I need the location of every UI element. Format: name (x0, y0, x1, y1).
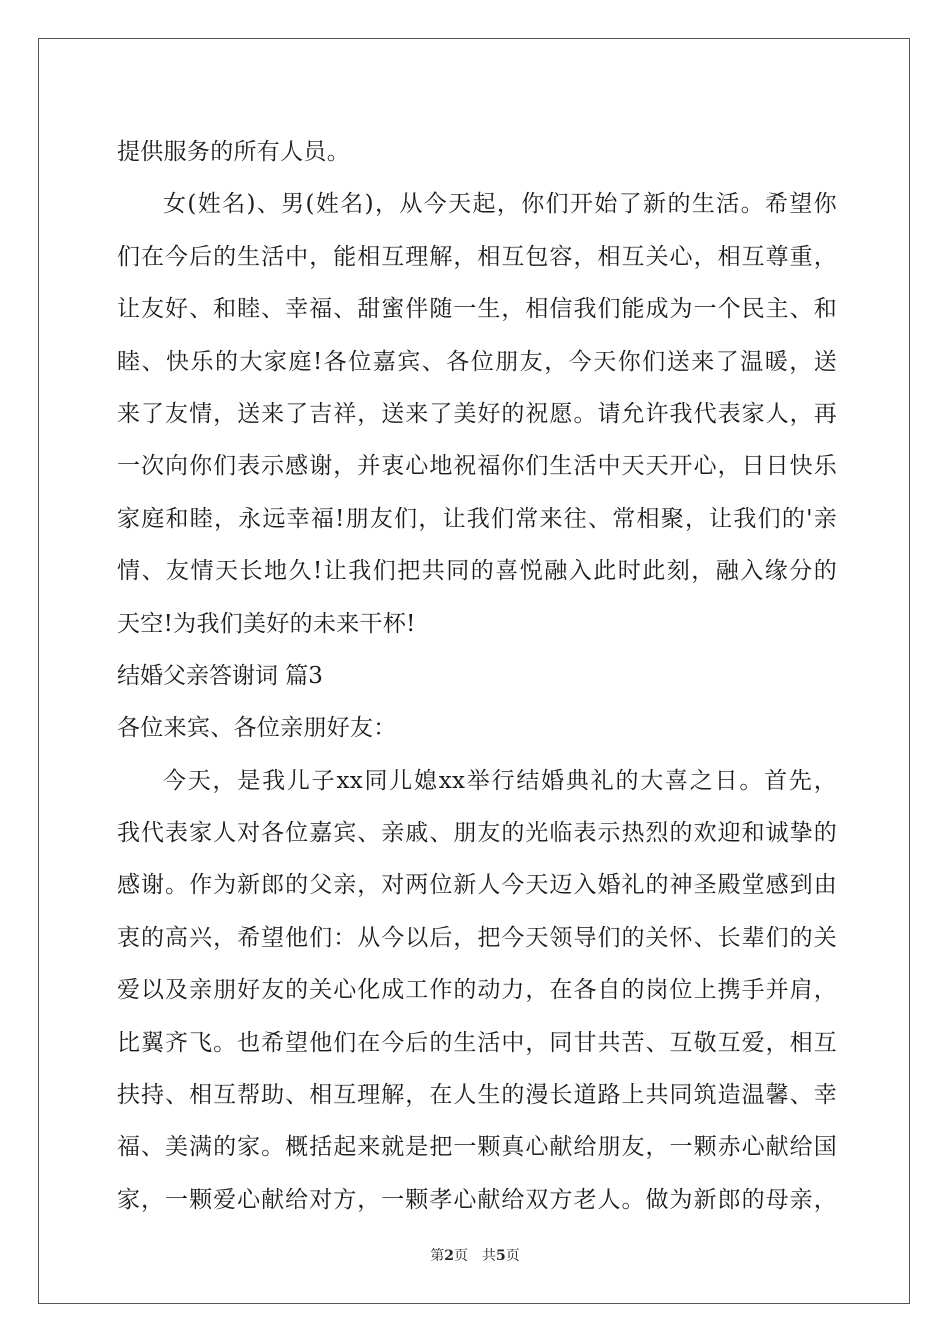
paragraph-line: 扶持、相互帮助、相互理解，在人生的漫长道路上共同筑造温馨、幸 (117, 1082, 837, 1109)
page-footer (0, 1245, 950, 1265)
paragraph-line: 天空!为我们美好的未来干杯! (117, 610, 416, 637)
section-heading: 结婚父亲答谢词 篇3 (117, 662, 323, 689)
total-prefix: 共 (482, 1248, 496, 1264)
paragraph-line: 提供服务的所有人员。 (117, 139, 350, 165)
paragraph-line: 家，一颗爱心献给对方，一颗孝心献给双方老人。做为新郎的母亲， (117, 1186, 837, 1213)
total-suffix: 页 (505, 1248, 520, 1264)
paragraph-line: 比翼齐飞。也希望他们在今后的生活中，同甘共苦、互敬互爱，相互 (117, 1029, 837, 1056)
paragraph-line: 一次向你们表示感谢，并衷心地祝福你们生活中天天开心，日日快乐 (117, 453, 837, 480)
paragraph-line: 们在今后的生活中，能相互理解，相互包容，相互关心，相互尊重， (117, 243, 837, 270)
paragraph-line: 今天，是我儿子xx同儿媳xx举行结婚典礼的大喜之日。首先， (163, 767, 837, 794)
paragraph-line: 爱以及亲朋好友的关心化成工作的动力，在各自的岗位上携手并肩， (117, 977, 837, 1004)
section-closing-remarks (117, 126, 837, 650)
page-total (482, 1248, 520, 1264)
paragraph-line: 衷的高兴，希望他们：从今以后，把今天领导们的关怀、长辈们的关 (117, 924, 837, 951)
page-suffix: 页 (454, 1248, 468, 1264)
paragraph-line: 家庭和睦，永远幸福!朋友们，让我们常来往、常相聚，让我们的'亲 (117, 505, 837, 532)
page-prefix: 第 (430, 1248, 445, 1264)
section-father-speech (117, 650, 837, 1226)
paragraph-line: 让友好、和睦、幸福、甜蜜伴随一生，相信我们能成为一个民主、和 (117, 296, 837, 323)
page-current: 2 (444, 1248, 454, 1264)
paragraph-line: 福、美满的家。概括起来就是把一颗真心献给朋友，一颗赤心献给国 (117, 1134, 837, 1161)
paragraph-line: 我代表家人对各位嘉宾、亲戚、朋友的光临表示热烈的欢迎和诚挚的 (117, 820, 837, 847)
greeting-line: 各位来宾、各位亲朋好友： (117, 715, 397, 742)
paragraph-line: 来了友情，送来了吉祥，送来了美好的祝愿。请允许我代表家人，再 (117, 400, 837, 427)
paragraph-line: 睦、快乐的大家庭!各位嘉宾、各位朋友，今天你们送来了温暖，送 (117, 348, 837, 375)
total-count: 5 (496, 1248, 506, 1264)
paragraph-line: 感谢。作为新郎的父亲，对两位新人今天迈入婚礼的神圣殿堂感到由 (117, 872, 837, 899)
paragraph-line: 女(姓名)、男(姓名)，从今天起，你们开始了新的生活。希望你 (163, 191, 837, 218)
page-number (430, 1248, 468, 1264)
document-body (117, 126, 837, 1226)
paragraph-line: 情、友情天长地久!让我们把共同的喜悦融入此时此刻，融入缘分的 (117, 558, 837, 585)
